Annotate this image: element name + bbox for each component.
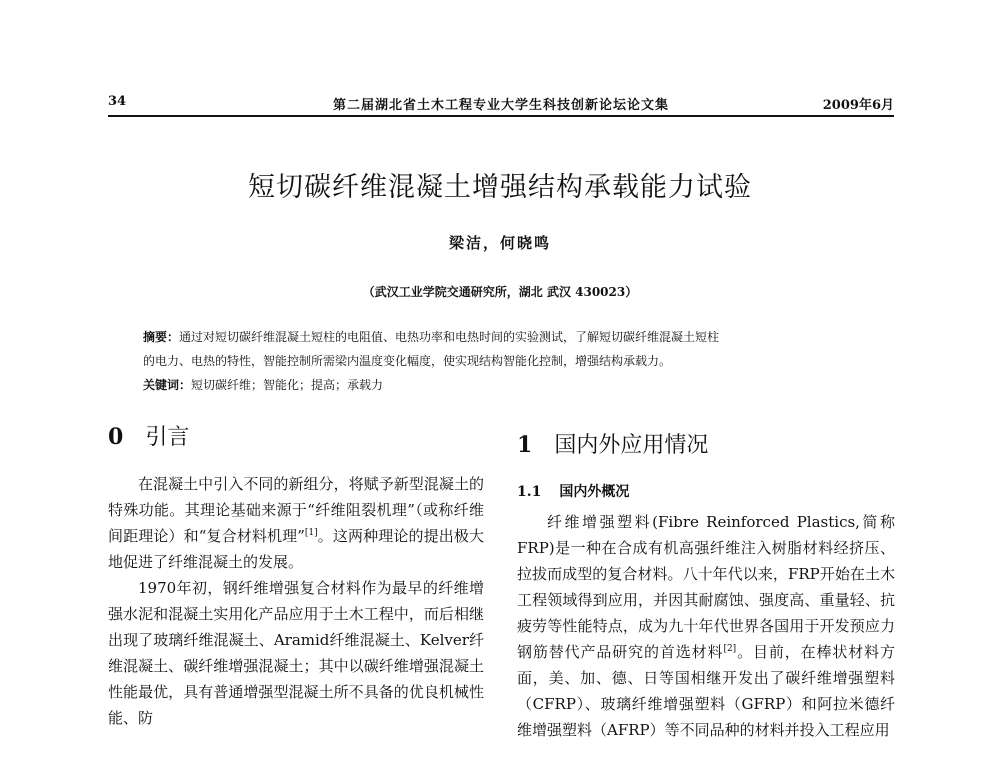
keywords: 短切碳纤维；智能化；提高；承载力 xyxy=(191,378,384,392)
section-0-p1-text-a: 在混凝土中引入不同的新组分，将赋予新型混凝土的特殊功能。其理论基础来源于“纤维阻裂机理”（或称纤维间距理论）和“复合材料机理” xyxy=(108,475,484,545)
section-0-body xyxy=(108,471,484,771)
section-1-p1-text-a: 纤维增强塑料(Fibre Reinforced Plastics,简称FRP)是一种在合成有机高强纤维注入树脂材料经挤压、拉拔而成型的复合材料。八十年代以来，FRP开始在土木工程领域得到应用，并因其耐腐蚀、强度高、重量轻、抗疲劳等性能特点，成为九十年代世界各国用于开发预应力钢筋替代产品研究的首选材料 xyxy=(517,513,895,661)
authors: 梁洁，何晓鸣 xyxy=(448,234,551,252)
running-header xyxy=(108,94,894,114)
section-1-title: 国内外应用情况 xyxy=(554,433,709,458)
subsection-1-1-heading xyxy=(517,481,895,501)
section-0-paragraph-1 xyxy=(108,471,484,575)
section-1-heading xyxy=(517,428,895,459)
journal-title: 第二届湖北省土木工程专业大学生科技创新论坛论文集 xyxy=(332,98,669,113)
section-1-body xyxy=(517,509,895,747)
keywords-line xyxy=(143,373,863,397)
section-0-p1-text-b: 。这两种理论的提出极大地促进了纤维混凝土的发展。 xyxy=(108,527,484,571)
abstract-line-2: 的电力、电热的特性，智能控制所需梁内温度变化幅度，使实现结构智能化控制，增强结构承载力。 xyxy=(143,354,672,368)
abstract-line-1 xyxy=(143,325,863,349)
abstract-text-1: 通过对短切碳纤维混凝土短柱的电阻值、电热功率和电热时间的实验测试，了解短切碳纤维混凝土短柱 xyxy=(179,330,720,344)
citation-1: [1] xyxy=(304,528,318,538)
abstract xyxy=(143,325,863,397)
issue-date: 2009年6月 xyxy=(822,98,894,113)
section-0-number: 0 xyxy=(108,424,124,450)
affiliation: （武汉工业学院交通研究所，湖北 武汉 430023） xyxy=(362,285,638,299)
section-0-title: 引言 xyxy=(145,425,190,450)
paper-title: 短切碳纤维混凝土增强结构承载能力试验 xyxy=(248,172,752,203)
section-0-heading xyxy=(108,420,484,451)
subsection-1-1-title: 国内外概况 xyxy=(559,484,630,500)
subsection-1-1-number: 1.1 xyxy=(517,484,542,500)
page-number: 34 xyxy=(108,94,127,109)
left-column xyxy=(108,420,484,771)
abstract-label: 摘要： xyxy=(143,330,180,344)
section-1-number: 1 xyxy=(517,432,533,458)
keywords-label: 关键词： xyxy=(143,378,192,392)
section-1-p1-text-b: 。目前，在棒状材料方面，美、加、德、日等国相继开发出了碳纤维增强塑料（CFRP）、玻璃纤维增强塑料（GFRP）和阿拉米德纤维增强塑料（AFRP）等不同品种的材料并投入工程应用 xyxy=(517,643,895,739)
section-0-paragraph-2: 1970年初，钢纤维增强复合材料作为最早的纤维增强水泥和混凝土实用化产品应用于土木工程中，而后相继出现了玻璃纤维混凝土、Aramid纤维混凝土、Kelver纤维混凝土、碳纤维增强混凝土；其中以碳纤维增强混凝土性能最优，具有普通增强型混凝土所不具备的优良机械性能、防 xyxy=(108,579,484,727)
right-column xyxy=(517,428,895,747)
header-rule xyxy=(108,115,894,117)
citation-2: [2] xyxy=(723,644,737,654)
section-1-paragraph-1 xyxy=(517,509,895,743)
